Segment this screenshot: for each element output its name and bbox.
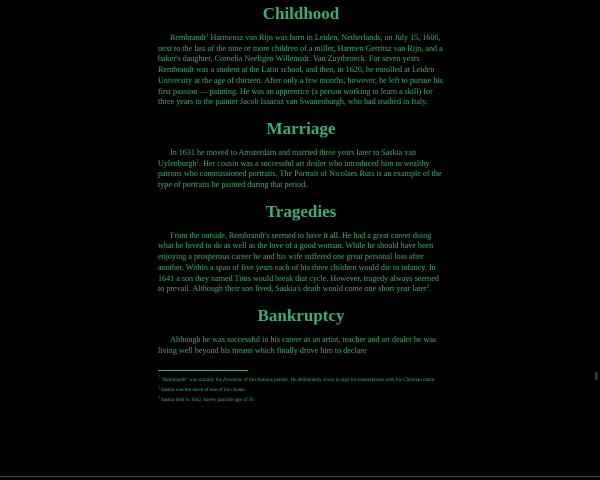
footnote-marker: 2 (158, 385, 160, 390)
article-content (158, 4, 444, 406)
footnote-emphasis: forename (223, 377, 243, 384)
footnote-marker: 3 (158, 394, 160, 399)
paragraph-text: Although he was successful in his career as an artist, teacher and art dealer he was living well beyond his means which finally drove him to declare (158, 334, 437, 355)
paragraph-text: Rembrandt (170, 33, 206, 42)
footnote-ref-1[interactable]: 1 (205, 33, 209, 39)
footnotes (158, 377, 444, 403)
footnote-text: "Rembrandt" was actually the (159, 377, 224, 384)
heading-marriage: Marriage (266, 118, 336, 138)
footnote-ref-3[interactable]: 3 (426, 284, 430, 290)
paragraph-childhood (158, 33, 444, 108)
footnote-text: of this famous painter. He deliberately chose to sign his masterpieces with his Christian name. (242, 377, 436, 384)
paragraph-text: In 1631 he moved to Amsterdam and married three years later to Saskia van Uylenburgh (158, 147, 417, 168)
paragraph-tragedies (158, 231, 444, 295)
paragraph-text: From the outside, Rembrandt's seemed to have it all. He had a great career doing what he loved to do as well as the love of a good woman. While he should have been enjoying a prosperous career he and his wife suffered one great personal loss after another. Within a span of five years each of his three children would die in infancy. In 1641 a son they named Titus would break that cycle. However, tragedy always seemed to prevail. Although their son lived, Saskia's death would come one short year later (158, 230, 439, 294)
footnote-text: Saskia died in 1642, barely past the age of 30. (159, 396, 255, 403)
footnote-1 (158, 377, 444, 384)
footnote-divider (158, 370, 248, 371)
footnote-3 (158, 394, 444, 404)
paragraph-marriage (158, 148, 444, 191)
heading-childhood: Childhood (262, 4, 340, 23)
footnote-marker: 1 (158, 375, 160, 380)
scrollbar-fragment[interactable] (595, 372, 598, 380)
heading-bankruptcy: Bankruptcy (257, 305, 345, 325)
footnote-ref-2[interactable]: 2 (196, 158, 200, 164)
footnote-2 (158, 387, 444, 394)
paragraph-text: . Her cousin was a successful art dealer who introduced him to wealthy patrons who commissioned portraits. The Portrait of Nicolaes Ruts is an example of the type of portraits he painted during that period. (158, 158, 442, 190)
paragraph-bankruptcy (158, 335, 444, 356)
paragraph-text: Harmensz van Rijn was born in Leiden, Netherlands, on July 15, 1606, next to the last of the nine or more children of a miller, Harmen Gerritsz van Rijn, and a baker's daughter, Cornelia Neeltgen Willemsdr. Van Zuytbroeck. For seven years Rembrandt was a student at the Latin school, and then, in 1620, he enrolled at Leiden University at the age of thirteen. After only a few months, however, he left to pursue his first passion — painting. He was an apprentice (a person working to learn a skill) for three years to the painter Jacob Isaacsz van Swanenburgh, who had studied in Italy. (158, 33, 443, 107)
footnote-text: Saskia was the niece of one of his clients. (159, 386, 246, 393)
window-bottom-border (0, 476, 600, 477)
heading-tragedies: Tragedies (265, 201, 337, 221)
paragraph-text: . (429, 284, 432, 294)
